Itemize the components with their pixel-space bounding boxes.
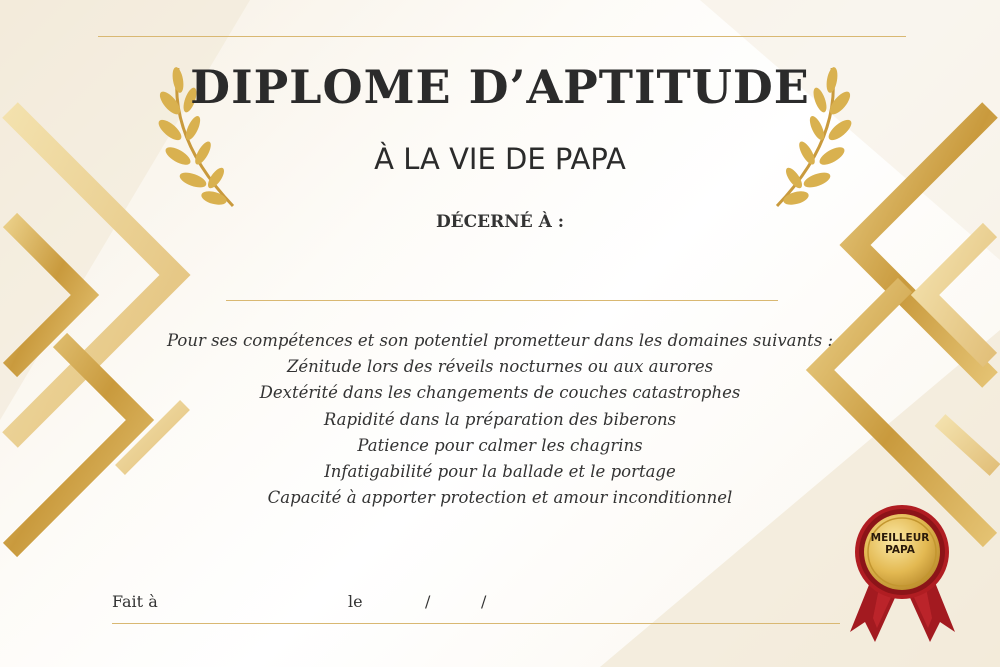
skill-item: Zénitude lors des réveils nocturnes ou aux aurores: [286, 357, 714, 377]
seal-line-1: MEILLEUR: [870, 532, 930, 544]
awarded-to-label: DÉCERNÉ À :: [435, 212, 565, 232]
seal-line-2: PAPA: [885, 544, 915, 556]
place-label: Fait à: [112, 592, 158, 611]
date-label: le: [348, 592, 363, 611]
seal-label: [855, 532, 945, 556]
certificate-title: DIPLOME D’APTITUDE: [190, 60, 810, 114]
date-separator: /: [481, 592, 487, 611]
top-rule: [98, 36, 906, 37]
skill-item: Infatigabilité pour la ballade et le portage: [324, 462, 676, 482]
date-separator: /: [425, 592, 431, 611]
skills-section: [150, 328, 850, 511]
skill-item: Patience pour calmer les chagrins: [357, 435, 643, 455]
certificate-subtitle: À LA VIE DE PAPA: [374, 142, 626, 176]
skills-intro: Pour ses compétences et son potentiel prometteur dans les domaines suivants :: [166, 331, 834, 350]
medal-seal-icon: [845, 500, 960, 650]
skill-item: Capacité à apporter protection et amour inconditionnel: [267, 488, 733, 508]
skill-item: Dextérité dans les changements de couches catastrophes: [259, 383, 741, 403]
skill-item: Rapidité dans la préparation des biberons: [323, 409, 677, 429]
recipient-name-line: [226, 300, 778, 301]
footer-rule: [112, 623, 840, 624]
